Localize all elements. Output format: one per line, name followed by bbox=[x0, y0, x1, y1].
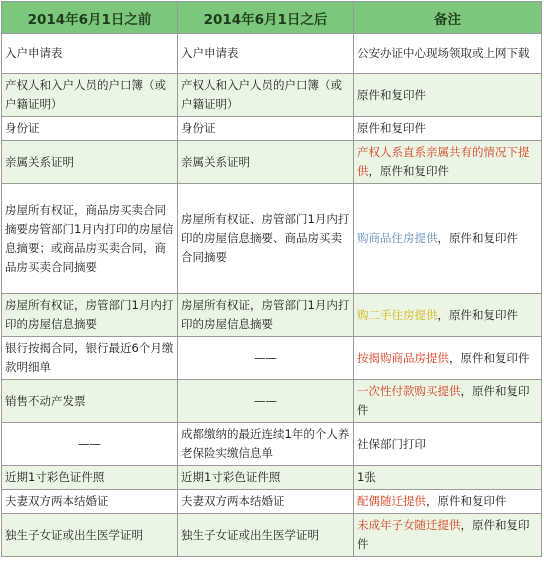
requirements-table bbox=[1, 1, 542, 557]
note-segment: ，原件和复印件 bbox=[437, 307, 518, 322]
table-row bbox=[2, 184, 542, 294]
cell-note bbox=[354, 490, 542, 514]
cell-after: 房屋所有权证，房管部门1月内打印的房屋信息摘要 bbox=[178, 294, 354, 337]
note-segment: 1张 bbox=[357, 470, 376, 484]
table-row bbox=[2, 117, 542, 141]
cell-note bbox=[354, 380, 542, 423]
cell-before: 亲属关系证明 bbox=[2, 141, 178, 184]
note-segment: 社保部门打印 bbox=[357, 436, 426, 451]
cell-before: 销售不动产发票 bbox=[2, 380, 178, 423]
cell-note bbox=[354, 423, 542, 466]
table-row bbox=[2, 294, 542, 337]
note-segment: 按揭购商品房提供 bbox=[357, 350, 449, 365]
note-segment: 公安办证中心现场领取或上网下载 bbox=[357, 46, 530, 60]
cell-after: 房屋所有权证、房管部门1月内打印的房屋信息摘要、商品房买卖合同摘要 bbox=[178, 184, 354, 294]
cell-before: 房屋所有权证，商品房买卖合同摘要房管部门1月内打印的房屋信息摘要；或商品房买卖合同，商品房买卖合同摘要 bbox=[2, 184, 178, 294]
cell-note bbox=[354, 514, 542, 557]
cell-after: 产权人和入户人员的户口簿（或户籍证明） bbox=[178, 74, 354, 117]
cell-note bbox=[354, 466, 542, 490]
note-segment: ，原件和复印件 bbox=[357, 518, 530, 551]
table-row bbox=[2, 337, 542, 380]
note-segment: 配偶随迁提供 bbox=[357, 494, 426, 508]
cell-before: 独生子女证或出生医学证明 bbox=[2, 514, 178, 557]
table-row bbox=[2, 141, 542, 184]
table-row bbox=[2, 34, 542, 74]
cell-note bbox=[354, 117, 542, 141]
cell-after: 入户申请表 bbox=[178, 34, 354, 74]
cell-note bbox=[354, 337, 542, 380]
note-segment: 购二手住房提供 bbox=[357, 307, 438, 322]
note-segment: 原件和复印件 bbox=[357, 121, 426, 135]
cell-after: 夫妻双方两本结婚证 bbox=[178, 490, 354, 514]
cell-before: 近期1寸彩色证件照 bbox=[2, 466, 178, 490]
note-segment: ，原件和复印件 bbox=[426, 494, 507, 508]
cell-note bbox=[354, 74, 542, 117]
table-row bbox=[2, 490, 542, 514]
cell-after: 近期1寸彩色证件照 bbox=[178, 466, 354, 490]
cell-before: 房屋所有权证，房管部门1月内打印的房屋信息摘要 bbox=[2, 294, 178, 337]
note-segment: 一次性付款购买提供 bbox=[357, 384, 461, 398]
cell-after: 身份证 bbox=[178, 117, 354, 141]
cell-after: 独生子女证或出生医学证明 bbox=[178, 514, 354, 557]
cell-after: —— bbox=[178, 380, 354, 423]
cell-before: 夫妻双方两本结婚证 bbox=[2, 490, 178, 514]
note-segment: ，原件和复印件 bbox=[449, 350, 530, 365]
cell-after: 成都缴纳的最近连续1年的个人养老保险实缴信息单 bbox=[178, 423, 354, 466]
cell-before: 身份证 bbox=[2, 117, 178, 141]
note-segment: ，原件和复印件 bbox=[437, 231, 518, 245]
table-row bbox=[2, 466, 542, 490]
note-segment: 未成年子女随迁提供 bbox=[357, 518, 461, 532]
cell-note bbox=[354, 294, 542, 337]
table-row bbox=[2, 380, 542, 423]
header-after: 2014年6月1日之后 bbox=[178, 2, 354, 34]
table-row bbox=[2, 74, 542, 117]
cell-before: 入户申请表 bbox=[2, 34, 178, 74]
table-row bbox=[2, 514, 542, 557]
cell-before: —— bbox=[2, 423, 178, 466]
header-before: 2014年6月1日之前 bbox=[2, 2, 178, 34]
note-segment: 原件和复印件 bbox=[357, 87, 426, 102]
note-segment: ，原件和复印件 bbox=[357, 384, 530, 417]
note-segment: 购商品住房提供 bbox=[357, 231, 438, 245]
cell-note bbox=[354, 184, 542, 294]
note-segment: ，原件和复印件 bbox=[368, 164, 449, 178]
cell-note bbox=[354, 34, 542, 74]
cell-before: 产权人和入户人员的户口簿（或户籍证明） bbox=[2, 74, 178, 117]
header-note: 备注 bbox=[354, 2, 542, 34]
header-row bbox=[2, 2, 542, 34]
note-segment: 产权人系直系亲属共有的情况下提供 bbox=[357, 145, 530, 178]
table-row bbox=[2, 423, 542, 466]
cell-after: —— bbox=[178, 337, 354, 380]
cell-before: 银行按揭合同，银行最近6个月缴款明细单 bbox=[2, 337, 178, 380]
cell-note bbox=[354, 141, 542, 184]
cell-after: 亲属关系证明 bbox=[178, 141, 354, 184]
